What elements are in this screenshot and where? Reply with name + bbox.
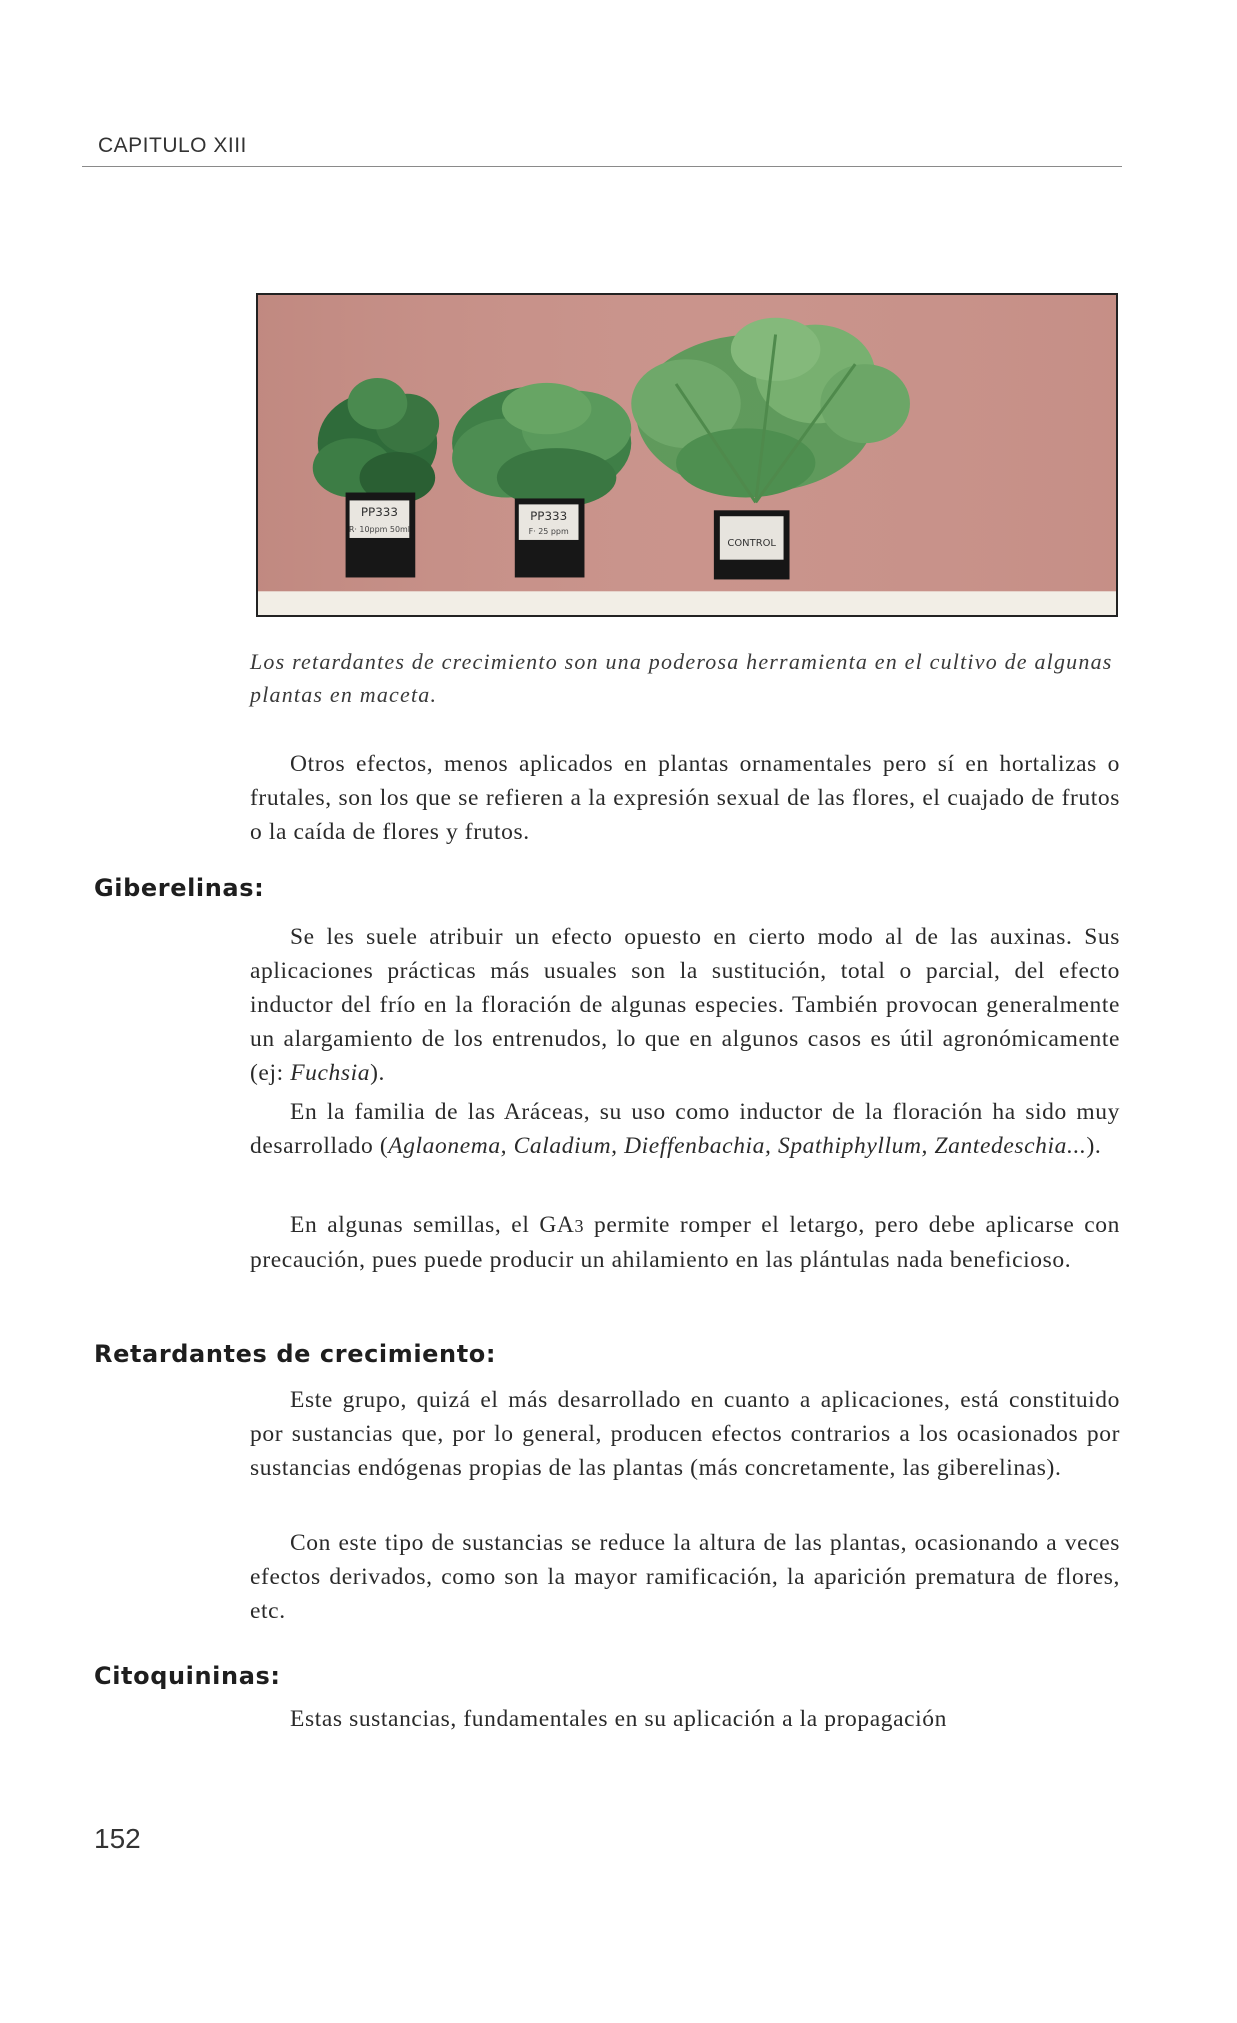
- pot-2-label-line1: PP333: [530, 509, 568, 524]
- heading-giberelinas: Giberelinas:: [94, 874, 265, 902]
- giberelinas-p2-text: En la familia de las Aráceas, su uso como inductor de la floración ha sido muy desarrollado (: [250, 1099, 1120, 1159]
- giberelinas-p3-after: permite romper el letargo, pero debe aplicarse con precaución, pues puede producir un ahilamiento en las plántulas nada beneficioso.: [250, 1212, 1120, 1273]
- giberelinas-p1-italic: Fuchsia: [290, 1060, 371, 1086]
- plants-illustration: [258, 295, 1116, 615]
- giberelinas-paragraph-3: [250, 1208, 1120, 1277]
- figure-caption: Los retardantes de crecimiento son una poderosa herramienta en el cultivo de algunas plantas en maceta.: [250, 649, 1113, 707]
- header-rule: [82, 166, 1122, 167]
- heading-citoquininas: Citoquininas:: [94, 1662, 281, 1690]
- heading-retardantes: Retardantes de crecimiento:: [94, 1340, 497, 1368]
- giberelinas-paragraph-2: [250, 1095, 1120, 1163]
- page-number: 152: [94, 1823, 141, 1854]
- photo-shelf: [258, 591, 1116, 615]
- retardantes-paragraph-2: Con este tipo de sustancias se reduce la altura de las plantas, ocasionando a veces efectos derivados, como son la mayor ramificación, la aparición prematura de flores, etc.: [250, 1530, 1120, 1624]
- plants-photo: [256, 293, 1118, 617]
- pot-1-label-line2: R· 10ppm 50ml: [348, 525, 411, 535]
- giberelinas-p1-end: ).: [370, 1060, 386, 1086]
- giberelinas-p1-text: Se les suele atribuir un efecto opuesto en cierto modo al de las auxinas. Sus aplicaciones prácticas más usuales son la sustitución, total o parcial, del efecto inductor del frío en la floración de algunas especies. También provocan generalmente un alargamiento de los entrenudos, lo que en algunos casos es útil agronómicamente (ej:: [250, 924, 1120, 1086]
- pot-1-label-line1: PP333: [360, 505, 399, 520]
- giberelinas-p3-before: En algunas semillas, el GA: [290, 1212, 575, 1238]
- giberelinas-p2-italic: Aglaonema, Caladium, Dieffenbachia, Spathiphyllum, Zantedeschia...: [388, 1133, 1087, 1159]
- pot-2-label-line2: F· 25 ppm: [528, 527, 569, 537]
- giberelinas-paragraph-1: [250, 920, 1120, 1090]
- giberelinas-p3-subscript: 3: [574, 1216, 585, 1236]
- pot-3-label-line1: CONTROL: [727, 537, 776, 549]
- chapter-header: CAPITULO XIII: [98, 134, 247, 157]
- citoquininas-paragraph-1: Estas sustancias, fundamentales en su aplicación a la propagación: [290, 1706, 947, 1732]
- intro-paragraph: Otros efectos, menos aplicados en plantas ornamentales pero sí en hortalizas o frutales, son los que se refieren a la expresión sexual de las flores, el cuajado de frutos o la caída de flores y frutos.: [250, 751, 1120, 845]
- giberelinas-p2-end: ).: [1086, 1133, 1102, 1159]
- retardantes-paragraph-1: Este grupo, quizá el más desarrollado en cuanto a aplicaciones, está constituido por sustancias que, por lo general, producen efectos contrarios a los ocasionados por sustancias endógenas propias de las plantas (más concretamente, las giberelinas).: [250, 1387, 1120, 1481]
